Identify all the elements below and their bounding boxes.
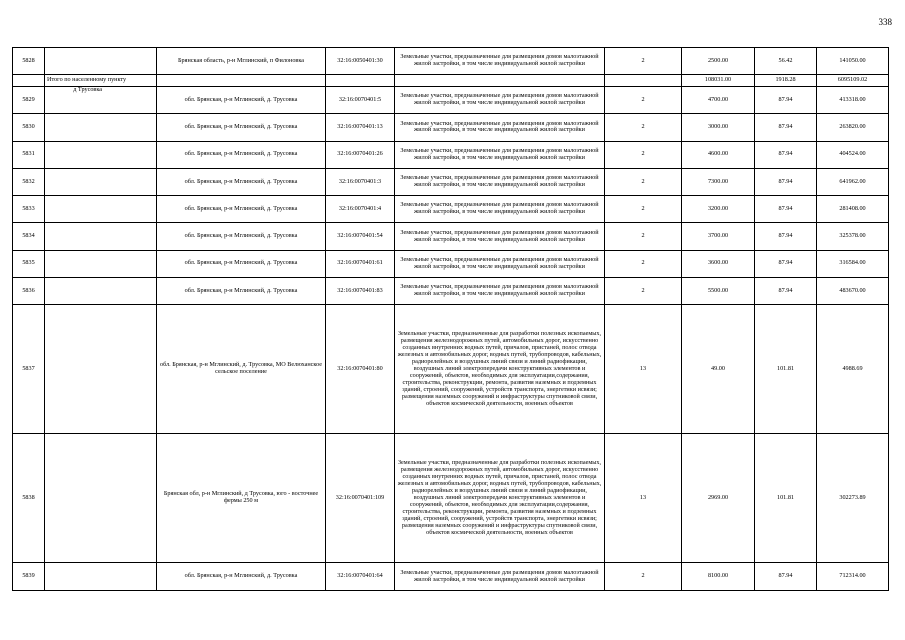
cadastral-value-cell: 404524.00 [817, 141, 889, 168]
blank-cell [395, 75, 605, 87]
cadastral-value-cell: 281408.00 [817, 196, 889, 223]
group-cell: 2 [605, 223, 682, 250]
location-cell: обл. Брянская, р-н Мглинский, д. Трусовка [157, 141, 326, 168]
group-cell: 2 [605, 196, 682, 223]
area-cell: 2500.00 [682, 48, 755, 75]
group-cell: 2 [605, 168, 682, 195]
blank-cell [326, 75, 395, 87]
blank-cell [45, 196, 157, 223]
location-cell: Брянская обл, р-н Мглинский, д Трусовка, юго - восточнее фермы 250 м [157, 434, 326, 563]
group-cell: 2 [605, 114, 682, 141]
rate-cell: 87.94 [755, 114, 817, 141]
group-cell: 2 [605, 563, 682, 591]
cadastral-number-cell: 32:16:0050401:30 [326, 48, 395, 75]
summary-area: 108031.00 [682, 75, 755, 87]
rate-cell: 56.42 [755, 48, 817, 75]
cadastral-value-cell: 325378.00 [817, 223, 889, 250]
area-cell: 4700.00 [682, 87, 755, 114]
row-number-cell: 5828 [13, 48, 45, 75]
rate-cell: 101.81 [755, 434, 817, 563]
land-purpose-cell: Земельные участки, предназначенные для размещения домов малоэтажной жилой застройки, в том числе индивидуальной жилой застройки [395, 168, 605, 195]
cadastral-number-cell: 32:16:0070401:61 [326, 250, 395, 277]
row-number-cell: 5832 [13, 168, 45, 195]
rate-cell: 87.94 [755, 168, 817, 195]
group-cell: 2 [605, 87, 682, 114]
group-cell: 2 [605, 141, 682, 168]
land-purpose-cell: Земельные участки, предназначенные для размещения домов малоэтажной жилой застройки, в том числе индивидуальной жилой застройки [395, 141, 605, 168]
cadastral-number-cell: 32:16:0070401:54 [326, 223, 395, 250]
land-purpose-cell: Земельные участки, предназначенные для размещения домов малоэтажной жилой застройки, в том числе индивидуальной жилой застройки [395, 48, 605, 75]
cadastral-value-cell: 316584.00 [817, 250, 889, 277]
blank-cell [45, 305, 157, 434]
cadastral-number-cell: 32:16:0070401:80 [326, 305, 395, 434]
location-cell: обл. Брянская, р-н Мглинский, д. Трусовка [157, 168, 326, 195]
blank-cell [45, 168, 157, 195]
area-cell: 8100.00 [682, 563, 755, 591]
area-cell: 49.00 [682, 305, 755, 434]
table-row [13, 168, 889, 195]
cadastral-number-cell: 32:16:0070401:4 [326, 196, 395, 223]
location-cell: обл. Брянская, р-н Мглинский, д. Трусовка [157, 278, 326, 305]
cadastral-value-cell: 413318.00 [817, 87, 889, 114]
land-purpose-cell: Земельные участки, предназначенные для размещения домов малоэтажной жилой застройки, в том числе индивидуальной жилой застройки [395, 278, 605, 305]
summary-value: 6095109.02 [817, 75, 889, 87]
table-row [13, 563, 889, 591]
table-row [13, 250, 889, 277]
row-number-cell: 5834 [13, 223, 45, 250]
summary-label: Итого по населенному пункту [45, 75, 157, 87]
cadastral-table [12, 47, 889, 591]
cadastral-number-cell: 32:16:0070401:109 [326, 434, 395, 563]
blank-cell [605, 75, 682, 87]
land-purpose-cell: Земельные участки, предназначенные для размещения домов малоэтажной жилой застройки, в том числе индивидуальной жилой застройки [395, 250, 605, 277]
settlement-label: д Трусовка [73, 86, 102, 93]
page-number: 338 [878, 17, 892, 27]
rate-cell: 87.94 [755, 250, 817, 277]
area-cell: 3600.00 [682, 250, 755, 277]
rate-cell: 101.81 [755, 305, 817, 434]
cadastral-number-cell: 32:16:0070401:64 [326, 563, 395, 591]
cadastral-value-cell: 712314.00 [817, 563, 889, 591]
area-cell: 7300.00 [682, 168, 755, 195]
land-purpose-cell: Земельные участки, предназначенные для размещения домов малоэтажной жилой застройки, в том числе индивидуальной жилой застройки [395, 223, 605, 250]
group-cell: 13 [605, 305, 682, 434]
summary-row [13, 75, 889, 87]
rate-cell: 87.94 [755, 196, 817, 223]
cadastral-number-cell: 32:16:0070401:83 [326, 278, 395, 305]
cadastral-value-cell: 483670.00 [817, 278, 889, 305]
row-number-cell: 5839 [13, 563, 45, 591]
blank-cell [45, 563, 157, 591]
group-cell: 2 [605, 278, 682, 305]
cadastral-value-cell: 263820.00 [817, 114, 889, 141]
blank-cell [13, 75, 45, 87]
blank-cell [45, 48, 157, 75]
area-cell: 3700.00 [682, 223, 755, 250]
location-cell: обл. Брянская, р-н Мглинский, д. Трусовка [157, 114, 326, 141]
location-cell: Брянская область, р-н Мглинский, п Филоновка [157, 48, 326, 75]
cadastral-value-cell: 4988.69 [817, 305, 889, 434]
table-row [13, 305, 889, 434]
blank-cell [45, 278, 157, 305]
area-cell: 4600.00 [682, 141, 755, 168]
rate-cell: 87.94 [755, 223, 817, 250]
location-cell: обл. Брянская, р-н Мглинский, д. Трусовка [157, 87, 326, 114]
cadastral-value-cell: 302273.89 [817, 434, 889, 563]
land-purpose-cell: Земельные участки, предназначенные для размещения домов малоэтажной жилой застройки, в том числе индивидуальной жилой застройки [395, 87, 605, 114]
cadastral-number-cell: 32:16:0070401:3 [326, 168, 395, 195]
location-cell: обл. Брянская, р-н Мглинский, д. Трусовка [157, 223, 326, 250]
group-cell: 13 [605, 434, 682, 563]
cadastral-value-cell: 141050.00 [817, 48, 889, 75]
rate-cell: 87.94 [755, 141, 817, 168]
location-cell: обл. Брянская, р-н Мглинский, д. Трусовка [157, 250, 326, 277]
area-cell: 3200.00 [682, 196, 755, 223]
row-number-cell: 5836 [13, 278, 45, 305]
location-cell: обл. Брянская, р-н Мглинский, д. Трусовка, МО Велюханское сельское поселение [157, 305, 326, 434]
table-row [13, 196, 889, 223]
group-cell: 2 [605, 250, 682, 277]
rate-cell: 87.94 [755, 87, 817, 114]
blank-cell [45, 250, 157, 277]
area-cell: 5500.00 [682, 278, 755, 305]
blank-cell [45, 223, 157, 250]
blank-cell [45, 87, 157, 114]
blank-cell [45, 434, 157, 563]
blank-cell [157, 75, 326, 87]
land-purpose-cell: Земельные участки, предназначенные для разработки полезных ископаемых, размещения железнодорожных путей, автомобильных дорог, искусственно созданных внутренних водных путей, причалов, пристаней, полос отвода железных и автомобильных дорог, водных путей, трубопроводов, кабельных, радиорелейных и воздушных линий связи и линий радиофикации, воздушных линий электропередачи конструктивных элементов и сооружений, объектов, необходимых для эксплуатации,содержания, строительства, реконструкции, ремонта, развития наземных и подземных зданий, строений, сооружений, устройств транспорта, энергетики исвязи; размещения наземных сооружений и инфраструктуры спутниковой связи, объектов космической деятельности, военных объектов [395, 434, 605, 563]
row-number-cell: 5829 [13, 87, 45, 114]
area-cell: 2969.00 [682, 434, 755, 563]
rate-cell: 87.94 [755, 563, 817, 591]
blank-cell [45, 141, 157, 168]
row-number-cell: 5831 [13, 141, 45, 168]
blank-cell [45, 114, 157, 141]
row-number-cell: 5837 [13, 305, 45, 434]
land-purpose-cell: Земельные участки, предназначенные для размещения домов малоэтажной жилой застройки, в том числе индивидуальной жилой застройки [395, 114, 605, 141]
table-row [13, 48, 889, 75]
area-cell: 3000.00 [682, 114, 755, 141]
cadastral-number-cell: 32:16:0070401:13 [326, 114, 395, 141]
land-purpose-cell: Земельные участки, предназначенные для размещения домов малоэтажной жилой застройки, в том числе индивидуальной жилой застройки [395, 196, 605, 223]
summary-rate: 1918.28 [755, 75, 817, 87]
location-cell: обл. Брянская, р-н Мглинский, д. Трусовка [157, 563, 326, 591]
table-row [13, 141, 889, 168]
row-number-cell: 5835 [13, 250, 45, 277]
cadastral-number-cell: 32:16:0070401:26 [326, 141, 395, 168]
row-number-cell: 5830 [13, 114, 45, 141]
cadastral-value-cell: 641962.00 [817, 168, 889, 195]
table-row [13, 87, 889, 114]
cadastral-number-cell: 32:16:0070401:5 [326, 87, 395, 114]
row-number-cell: 5833 [13, 196, 45, 223]
table-row [13, 278, 889, 305]
table-row [13, 434, 889, 563]
location-cell: обл. Брянская, р-н Мглинский, д. Трусовка [157, 196, 326, 223]
table-row [13, 114, 889, 141]
land-purpose-cell: Земельные участки, предназначенные для разработки полезных ископаемых, размещения железнодорожных путей, автомобильных дорог, искусственно созданных внутренних водных путей, причалов, пристаней, полос отвода железных и автомобильных дорог, водных путей, трубопроводов, кабельных, радиорелейных и воздушных линий связи и линий радиофикации, воздушных линий электропередачи конструктивных элементов и сооружений, объектов, необходимых для эксплуатации,содержания, строительства, реконструкции, ремонта, развития наземных и подземных зданий, строений, сооружений, устройств транспорта, энергетики исвязи; размещения наземных сооружений и инфраструктуры спутниковой связи, объектов космической деятельности, военных объектов [395, 305, 605, 434]
land-purpose-cell: Земельные участки, предназначенные для размещения домов малоэтажной жилой застройки, в том числе индивидуальной жилой застройки [395, 563, 605, 591]
rate-cell: 87.94 [755, 278, 817, 305]
row-number-cell: 5838 [13, 434, 45, 563]
table-row [13, 223, 889, 250]
group-cell: 2 [605, 48, 682, 75]
